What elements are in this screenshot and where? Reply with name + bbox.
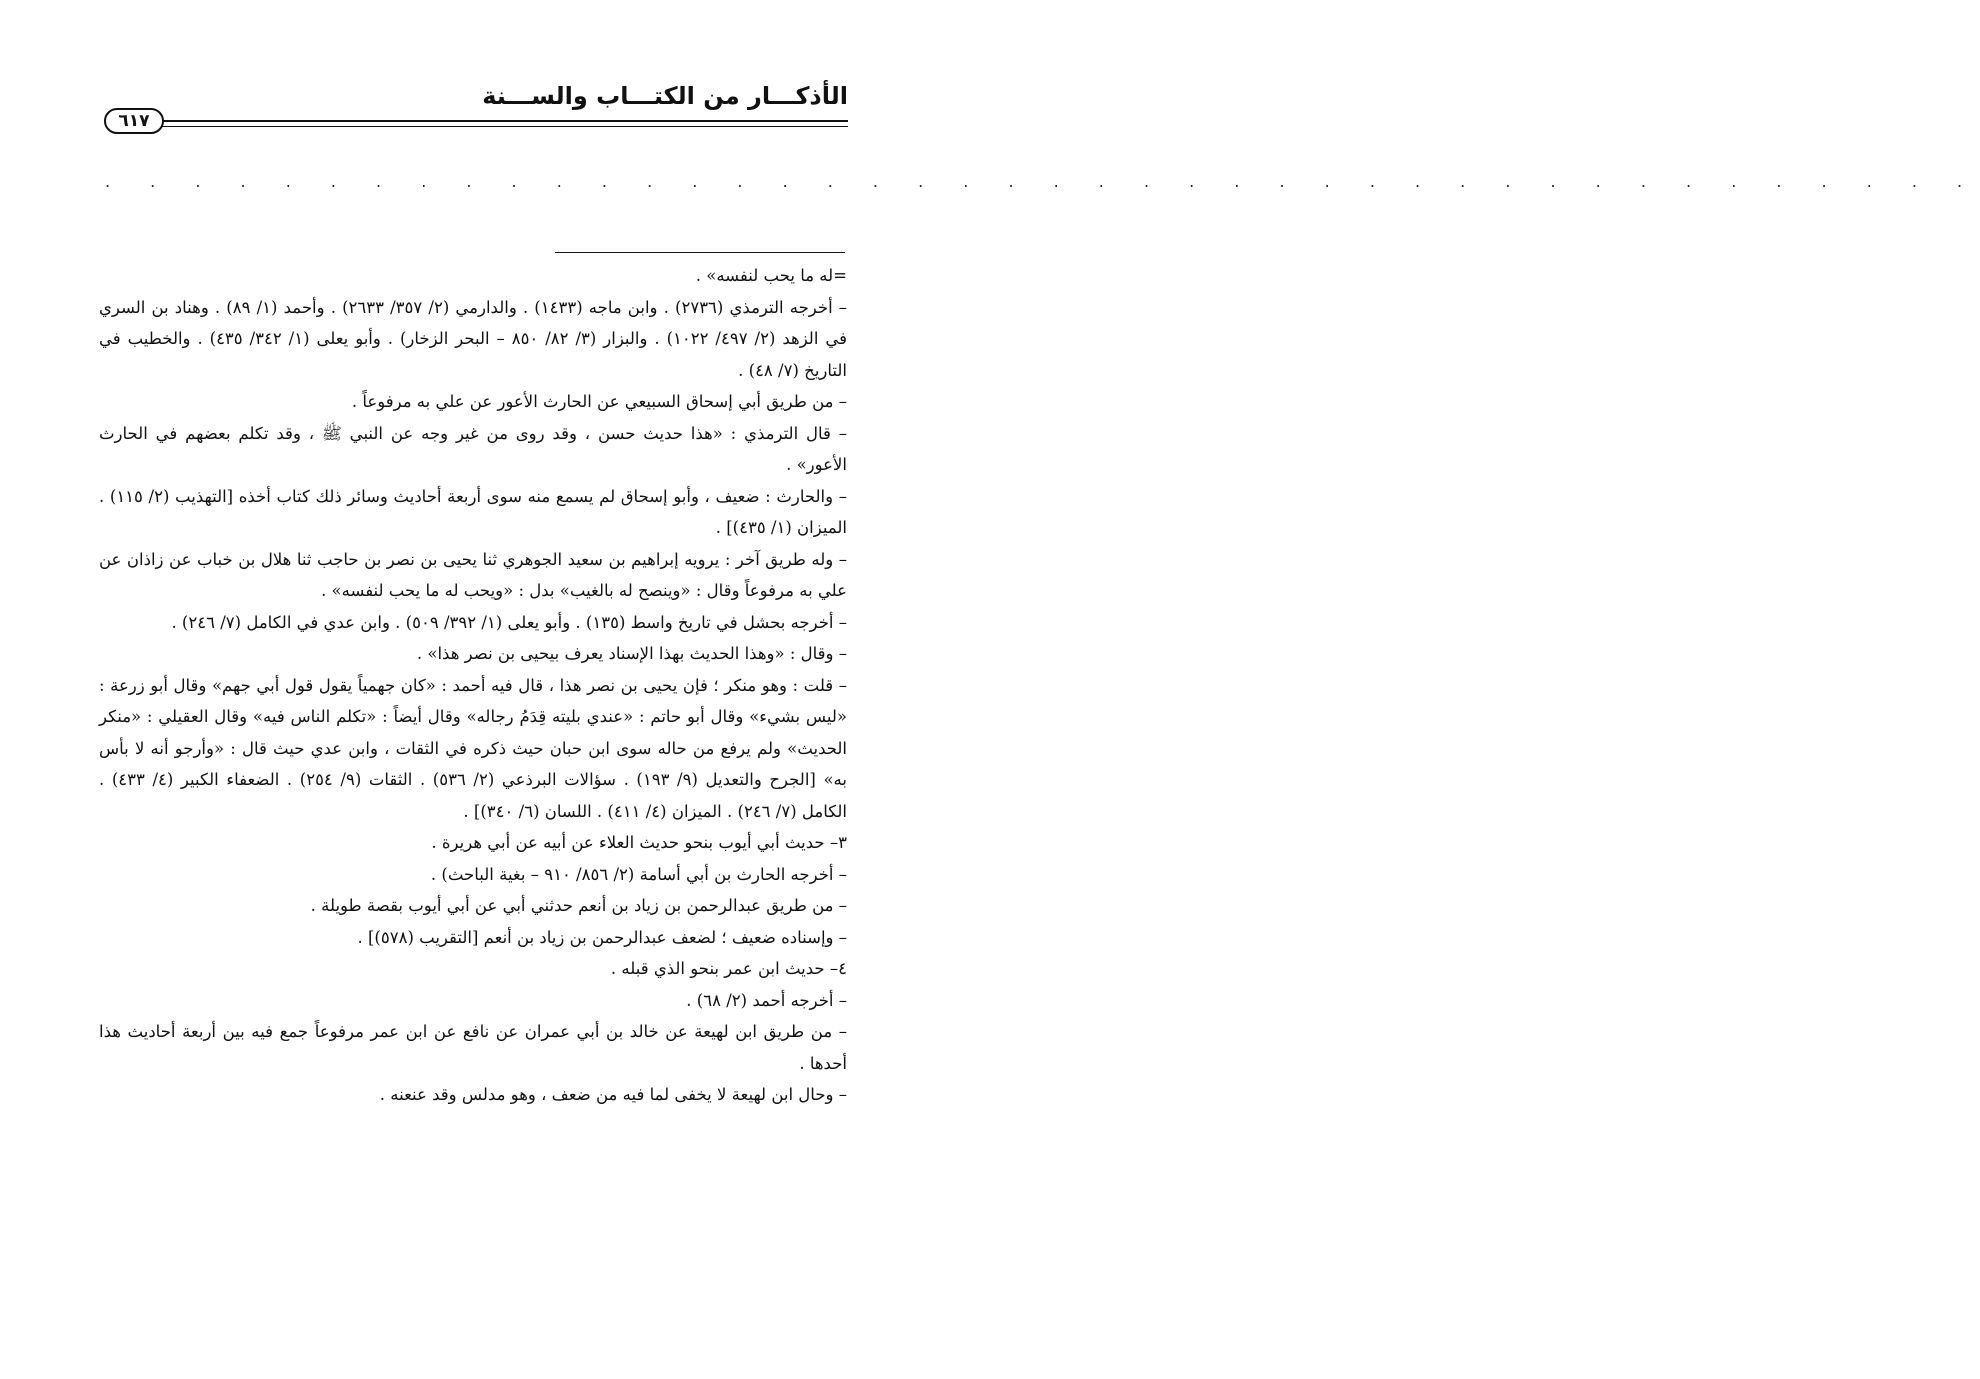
footnote-paragraph: =له ما يحب لنفسه» .: [695, 266, 847, 285]
footnote-paragraph: ٤– حديث ابن عمر بنحو الذي قبله .: [610, 959, 847, 978]
footnote-paragraph: – وإسناده ضعيف ؛ لضعف عبدالرحمن بن زياد بن أنعم [التقريب (٥٧٨)] .: [357, 927, 847, 947]
footnote-paragraph: – وله طريق آخر : يرويه إبراهيم بن سعيد الجوهري ثنا يحيى بن نصر بن حاجب ثنا هلال بن خباب عن زاذان عن علي به مرفوعاً وقال : «وينصح له بالغيب» بدل : «ويحب له ما يحب لنفسه» .: [99, 549, 847, 600]
footnote-paragraph: ٣– حديث أبي أيوب بنحو حديث العلاء عن أبيه عن أبي هريرة .: [431, 833, 847, 852]
footnote-paragraph: – من طريق ابن لهيعة عن خالد بن أبي عمران عن نافع عن ابن عمر مرفوعاً جمع فيه بين أربعة أحاديث هذا أحدها .: [99, 1022, 847, 1073]
footnote-paragraph: – من طريق أبي إسحاق السبيعي عن الحارث الأعور عن علي به مرفوعاً .: [351, 392, 847, 411]
footnotes: [99, 260, 847, 1111]
footnote-paragraph: – أخرجه أحمد (٢/ ٦٨) .: [686, 990, 847, 1010]
footnote-paragraph: – أخرجه بحشل في تاريخ واسط (١٣٥) . وأبو يعلى (١/ ٣٩٢/ ٥٠٩) . وابن عدي في الكامل (٧/ ٢٤٦) .: [171, 612, 847, 632]
page-header: [100, 80, 848, 140]
footnote-paragraph: – وقال : «وهذا الحديث بهذا الإسناد يعرف بيحيى بن نصر هذا» .: [416, 644, 847, 663]
footnote-paragraph: – وحال ابن لهيعة لا يخفى لما فيه من ضعف ، وهو مدلس وقد عنعنه .: [379, 1085, 847, 1104]
book-title: الأذكـــار من الكتـــاب والســـنة: [482, 82, 848, 110]
header-rule: [158, 120, 848, 127]
ellipsis-row: . . . . . . . . . . . . . . . . . . . . . . . . . . . . . . . . . . . . . . . . . .: [105, 172, 1980, 191]
footnote-paragraph: – قلت : وهو منكر ؛ فإن يحيى بن نصر هذا ، قال فيه أحمد : «كان جهمياً يقول قول أبي جهم» وقال أبو زرعة : «ليس بشيء» وقال أبو حاتم : «عندي بليته قِدَمُ رجاله» وقال أيضاً : «تكلم الناس فيه» وقال العقيلي : «منكر الحديث» ولم يرفع من حاله سوى ابن حبان حيث ذكره في الثقات ، وابن عدي حيث قال : «وأرجو أنه لا بأس به» [الجرح والتعديل (٩/ ١٩٣) . سؤالات البرذعي (٢/ ٥٣٦) . الثقات (٩/ ٢٥٤) . الضعفاء الكبير (٤/ ٤٣٣) . الكامل (٧/ ٢٤٦) . الميزان (٤/ ٤١١) . اللسان (٦/ ٣٤٠)] .: [99, 675, 847, 821]
footnote-paragraph: – من طريق عبدالرحمن بن زياد بن أنعم حدثني أبي عن أبي أيوب بقصة طويلة .: [310, 896, 847, 915]
footnote-paragraph: – والحارث : ضعيف ، وأبو إسحاق لم يسمع منه سوى أربعة أحاديث وسائر ذلك كتاب أخذه [التهذيب (٢/ ١١٥) . الميزان (١/ ٤٣٥)] .: [99, 486, 847, 537]
footnote-paragraph: – قال الترمذي : «هذا حديث حسن ، وقد روى من غير وجه عن النبي ﷺ ، وقد تكلم بعضهم في الحارث الأعور» .: [99, 423, 847, 474]
page-number: ٦١٧: [104, 108, 164, 134]
footnote-paragraph: – أخرجه الحارث بن أبي أسامة (٢/ ٨٥٦/ ٩١٠ – بغية الباحث) .: [430, 864, 847, 884]
footnote-paragraph: – أخرجه الترمذي (٢٧٣٦) . وابن ماجه (١٤٣٣) . والدارمي (٢/ ٣٥٧/ ٢٦٣٣) . وأحمد (١/ ٨٩) . وهناد بن السري في الزهد (٢/ ٤٩٧/ ١٠٢٢) . والبزار (٣/ ٨٢/ ٨٥٠ – البحر الزخار) . وأبو يعلى (١/ ٣٤٢/ ٤٣٥) . والخطيب في التاريخ (٧/ ٤٨) .: [99, 297, 848, 380]
footnote-divider: [555, 252, 845, 253]
